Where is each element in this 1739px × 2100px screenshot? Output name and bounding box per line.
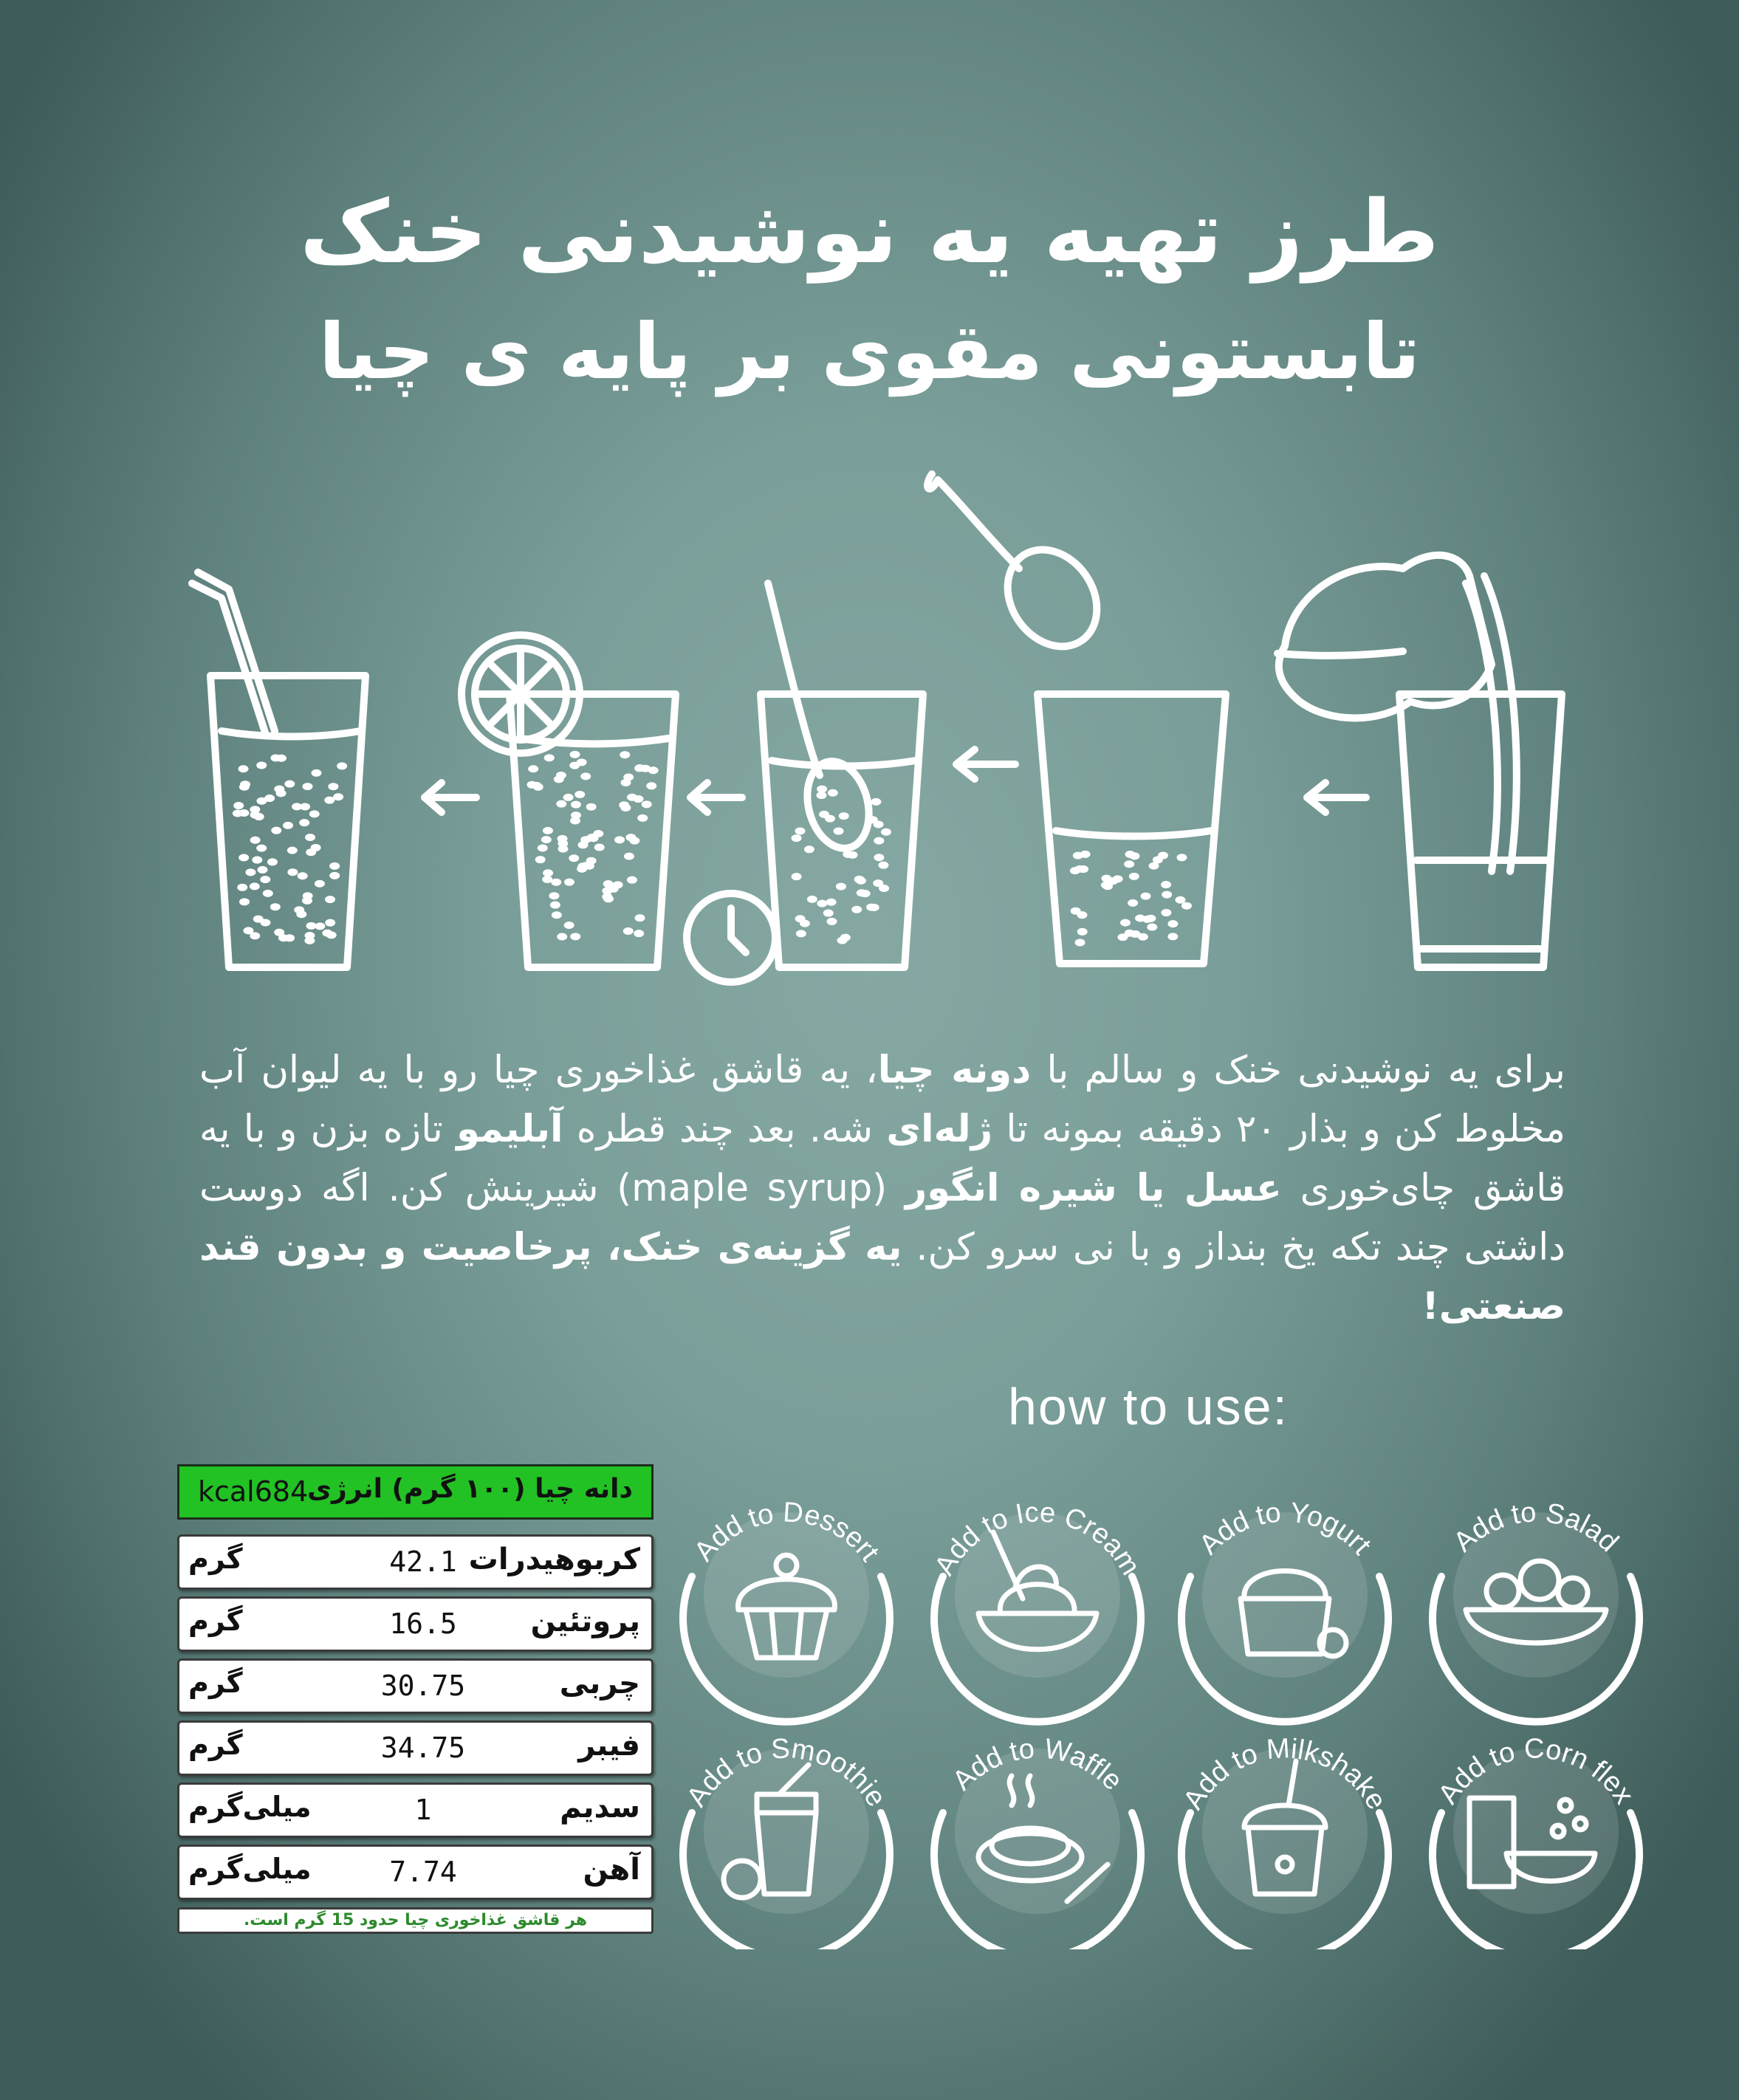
nutrition-row (177, 1782, 654, 1838)
chia-seed-dot (260, 876, 270, 883)
cereal-badge (1433, 1734, 1640, 1949)
chia-seed-dot (804, 845, 814, 853)
chia-seed-dot (239, 783, 250, 791)
chia-seed-dot (569, 762, 580, 769)
chia-seed-dot (1125, 930, 1135, 937)
chia-seed-dot (646, 782, 656, 789)
chia-seed-dot (792, 873, 802, 880)
nutrient-value: 42.1 (389, 1545, 457, 1578)
chia-seed-dot (250, 882, 260, 890)
chia-seed-dot (239, 809, 249, 817)
chia-seed-dot (250, 806, 260, 813)
chia-seed-dot (563, 794, 574, 801)
chia-seed-dot (634, 930, 644, 937)
chia-seed-dot (574, 791, 585, 798)
chia-seed-dot (535, 856, 546, 863)
chia-seed-dot (1175, 896, 1185, 904)
chia-seed-dot (834, 828, 844, 835)
chia-seed-dot (333, 793, 343, 800)
chia-seed-dot (233, 802, 244, 809)
chia-drink-with-straw-icon (192, 572, 473, 967)
chia-seed-dot (874, 837, 884, 845)
chia-seed-dot (549, 892, 559, 899)
badge-label: Add to Ice Cream (928, 1497, 1146, 1581)
chia-seed-dot (256, 761, 267, 769)
chia-seed-dot (564, 879, 574, 886)
chia-seed-dot (620, 751, 630, 758)
chia-seed-dot (311, 844, 321, 851)
nutrient-name: سدیم (560, 1791, 640, 1825)
chia-seed-dot (329, 862, 340, 870)
chia-seed-dot (627, 794, 637, 801)
chia-seed-dot (637, 814, 648, 822)
chia-seed-dot (571, 801, 581, 809)
chia-seed-dot (1167, 920, 1178, 927)
title-line-2: تابستونی مقوی بر پایه ی چیا (318, 306, 1421, 397)
chia-seed-dot (543, 869, 553, 876)
chia-seed-dot (878, 862, 888, 869)
nutrient-value: 30.75 (380, 1670, 466, 1702)
nutrient-name: آهن (583, 1853, 640, 1887)
chia-seed-dot (856, 877, 866, 885)
chia-seed-dot (594, 844, 605, 851)
chia-seed-dot (270, 903, 281, 910)
chia-seed-dot (1177, 854, 1187, 861)
paragraph-bold-chia: دونه چیا (877, 1049, 1032, 1092)
nutrient-unit: گرم (188, 1729, 243, 1761)
paragraph-bold-conclusion: یه گزینه‌ی خنک، پرخاصیت و بدون قند صنعتی! (199, 1226, 1565, 1328)
chia-seed-dot (1129, 852, 1139, 859)
nutrition-footnote: هر قاشق غذاخوری چیا حدود 15 گرم است. (177, 1907, 654, 1934)
chia-seed-dot (1141, 893, 1151, 900)
chia-seed-dot (1120, 919, 1131, 927)
milkshake-badge (1178, 1733, 1393, 1949)
chia-seed-dot (623, 774, 634, 781)
how-to-use-heading: how to use: (1008, 1378, 1289, 1435)
chia-seed-dot (544, 754, 555, 761)
chia-seed-dot (257, 866, 267, 874)
chia-seed-dot (526, 781, 537, 789)
chia-seed-dot (1161, 909, 1171, 916)
chia-seed-dot (260, 919, 270, 926)
chia-seed-dot (252, 857, 262, 864)
cupcake-badge (683, 1497, 890, 1722)
nutrient-unit: میلی‌گرم (188, 1853, 312, 1885)
chia-seed-dot (1153, 856, 1163, 863)
chia-seed-dot (271, 827, 281, 834)
nutrient-unit: گرم (188, 1605, 243, 1637)
chia-seed-dot (324, 797, 335, 804)
chia-seed-dot (311, 769, 321, 777)
chia-seed-dot (614, 836, 625, 843)
chia-seed-dot (807, 896, 817, 903)
nutrient-unit: گرم (188, 1667, 243, 1699)
chia-seed-dot (828, 789, 838, 797)
instructions-paragraph (199, 1041, 1565, 1336)
chia-seed-dot (792, 834, 802, 842)
chia-seed-dot (602, 887, 612, 894)
salad-bowl-badge (1433, 1497, 1639, 1721)
chia-seed-dot (826, 899, 837, 906)
nutrition-row (177, 1720, 654, 1776)
chia-seed-dot (302, 897, 312, 905)
chia-seed-dot (817, 786, 827, 793)
chia-seed-dot (276, 789, 287, 797)
chia-seed-dot (528, 765, 538, 772)
chia-seed-dot (543, 827, 553, 834)
chia-seed-dot (250, 837, 261, 844)
chia-seed-dot (1124, 860, 1134, 868)
chia-seed-dot (256, 797, 267, 805)
chia-seed-dot (325, 919, 335, 927)
chia-seed-dot (578, 841, 589, 848)
chia-seed-dot (304, 937, 315, 944)
chia-seed-dot (1147, 924, 1157, 931)
adding-chia-glass-icon (927, 474, 1226, 964)
chia-seed-dot (564, 922, 574, 929)
smoothie-badge (681, 1733, 892, 1949)
chia-seed-dot (580, 772, 591, 780)
chia-seed-dot (287, 847, 298, 854)
chia-seed-dot (556, 800, 566, 808)
chia-seed-dot (1129, 873, 1139, 880)
chia-seed-dot (298, 872, 308, 879)
chia-seed-dot (823, 910, 834, 917)
chia-seed-dot (816, 792, 826, 799)
chia-seed-dot (837, 937, 848, 944)
chia-seed-dot (869, 904, 879, 911)
chia-seed-dot (642, 800, 652, 808)
chia-seed-dot (267, 858, 278, 865)
chia-seed-dot (1161, 881, 1171, 888)
chia-seed-dot (326, 931, 337, 939)
chia-seed-dot (328, 783, 338, 790)
chia-seed-dot (284, 934, 295, 941)
chia-seed-dot (619, 801, 629, 809)
chia-seed-dot (629, 837, 639, 845)
chia-seed-dot (1078, 865, 1088, 873)
badge-label: Add to Smoothie (681, 1733, 892, 1813)
chia-seed-dot (874, 854, 884, 861)
usage-badges (665, 1447, 1684, 1949)
badge-label: Add to Dessert (688, 1497, 885, 1568)
chia-seed-dot (337, 762, 347, 769)
chia-seed-dot (552, 911, 562, 919)
chia-seed-dot (315, 922, 325, 930)
waffle-badge (934, 1733, 1141, 1949)
chia-seed-dot (542, 876, 552, 883)
chia-seed-dot (623, 927, 634, 935)
paragraph-bold-honey: عسل یا شیره انگور (905, 1167, 1282, 1210)
title-line-1: طرز تهیه یه نوشیدنی خنک (300, 181, 1439, 283)
chia-seed-dot (287, 868, 298, 876)
paragraph-bold-lemon: آبلیمو (456, 1108, 563, 1151)
nutrient-name: کربوهیدرات (468, 1543, 640, 1576)
preparation-steps-illustration (0, 458, 1739, 1049)
chia-seed-dot (300, 803, 310, 810)
nutrition-row (177, 1845, 654, 1900)
chia-seed-dot (283, 822, 293, 829)
chia-seed-dot (871, 798, 881, 806)
chia-seed-dot (263, 890, 273, 897)
ice-cream-badge (929, 1497, 1146, 1721)
paragraph-text-5: (maple syrup) شیرینش کن. اگه دوست داشتی چند تکه یخ بنداز و با نی سرو کن. (199, 1167, 1565, 1269)
chia-seed-dot (627, 876, 637, 884)
chia-seed-dot (1071, 907, 1081, 915)
chia-seed-dot (245, 868, 255, 876)
paragraph-text-3: شه. بعد چند قطره (563, 1108, 887, 1151)
nutrition-header-value: kcal684 (198, 1475, 309, 1508)
chia-seed-dot (1073, 852, 1083, 859)
chia-seed-dot (873, 879, 883, 887)
chia-seed-dot (239, 854, 249, 862)
chia-seed-dot (256, 845, 267, 852)
chia-seed-dot (551, 879, 561, 886)
chia-seed-dot (1167, 933, 1178, 940)
chia-seed-dot (570, 933, 580, 940)
chia-seed-dot (294, 906, 304, 913)
chia-seed-dot (624, 853, 634, 860)
chia-seed-dot (541, 836, 552, 843)
paragraph-bold-jelly: ژله‌ای (886, 1108, 993, 1151)
chia-seed-dot (800, 920, 810, 927)
chia-seed-dot (569, 854, 579, 862)
badge-label: Add to Milkshake (1177, 1733, 1393, 1815)
paragraph-text-1: برای یه نوشیدنی خنک و سالم با (1031, 1049, 1565, 1092)
chia-seed-dot (796, 930, 806, 937)
nutrient-unit: میلی‌گرم (188, 1791, 312, 1823)
chia-seed-dot (1077, 928, 1088, 936)
chia-seed-dot (795, 827, 805, 834)
nutrition-row (177, 1596, 654, 1652)
chia-seed-dot (1108, 877, 1118, 885)
chia-seed-dot (299, 819, 309, 826)
pouring-water-glass-icon (1277, 555, 1562, 967)
nutrient-name: فیبر (578, 1729, 640, 1763)
badge-label: Add to Corn flex (1432, 1733, 1640, 1810)
nutrient-value: 16.5 (389, 1607, 457, 1640)
badge-label: Add to Salad (1447, 1497, 1625, 1559)
chia-seed-dot (243, 927, 253, 934)
chia-seed-dot (315, 880, 325, 888)
chia-seed-dot (874, 821, 884, 828)
nutrient-unit: گرم (188, 1543, 243, 1575)
chia-seed-dot (1145, 915, 1156, 922)
nutrition-row (177, 1658, 654, 1714)
chia-seed-dot (284, 780, 295, 788)
chia-seed-dot (826, 918, 837, 925)
chia-seed-dot (825, 815, 835, 823)
nutrient-value: 34.75 (380, 1732, 466, 1764)
nutrient-name: چربی (559, 1667, 640, 1701)
badge-label: Add to Yogurt (1193, 1497, 1377, 1561)
chia-seed-dot (634, 764, 645, 772)
chia-seed-dot (557, 933, 567, 940)
chia-seed-dot (570, 751, 580, 758)
yogurt-badge (1181, 1497, 1388, 1722)
chia-seed-dot (857, 889, 867, 896)
chia-seed-dot (817, 900, 827, 907)
chia-seed-dot (843, 851, 853, 858)
chia-seed-dot (1128, 899, 1138, 907)
chia-seed-dot (538, 844, 548, 851)
nutrient-name: پروتئین (530, 1605, 640, 1639)
chia-seed-dot (1162, 891, 1172, 899)
chia-seed-dot (586, 803, 597, 811)
chia-seed-dot (276, 755, 287, 762)
chia-seed-dot (851, 906, 862, 913)
chia-seed-dot (1075, 939, 1085, 946)
chia-seed-dot (648, 766, 659, 774)
nutrition-row (177, 1534, 654, 1590)
chia-seed-dot (239, 898, 250, 905)
chia-seed-dot (584, 862, 594, 870)
nutrient-value: 7.74 (389, 1856, 457, 1888)
nutrition-header (177, 1464, 654, 1520)
chia-seed-dot (558, 840, 568, 847)
chia-seed-dot (550, 902, 560, 909)
nutrient-value: 1 (414, 1794, 432, 1826)
paragraph-text-2: ، یه قاشق غذاخوری چیا رو با یه لیوان آب مخلوط کن و بذار ۲۰ دقیقه بمونه تا (199, 1049, 1565, 1151)
chia-seed-dot (836, 883, 846, 891)
chia-seed-dot (571, 811, 581, 819)
chia-seed-dot (237, 884, 247, 891)
chia-seed-dot (635, 914, 645, 922)
chia-seed-dot (239, 765, 249, 772)
chia-seed-dot (1181, 902, 1192, 910)
chia-seed-dot (325, 896, 335, 903)
chia-seed-dot (309, 810, 320, 817)
chia-seed-dot (839, 812, 849, 820)
chia-seed-dot (305, 834, 315, 841)
nutrition-header-label: دانه چیا (۱۰۰ گرم) انرژی (307, 1474, 633, 1504)
paragraph-text-4: تازه بزن و با یه قاشق چای‌خوری (199, 1108, 1566, 1210)
chia-seed-dot (881, 828, 891, 836)
chia-seed-dot (1138, 933, 1148, 941)
chia-seed-dot (554, 775, 564, 783)
badge-label: Add to Waffle (947, 1733, 1129, 1797)
chia-seed-dot (329, 872, 340, 879)
chia-seed-dot (302, 783, 312, 790)
